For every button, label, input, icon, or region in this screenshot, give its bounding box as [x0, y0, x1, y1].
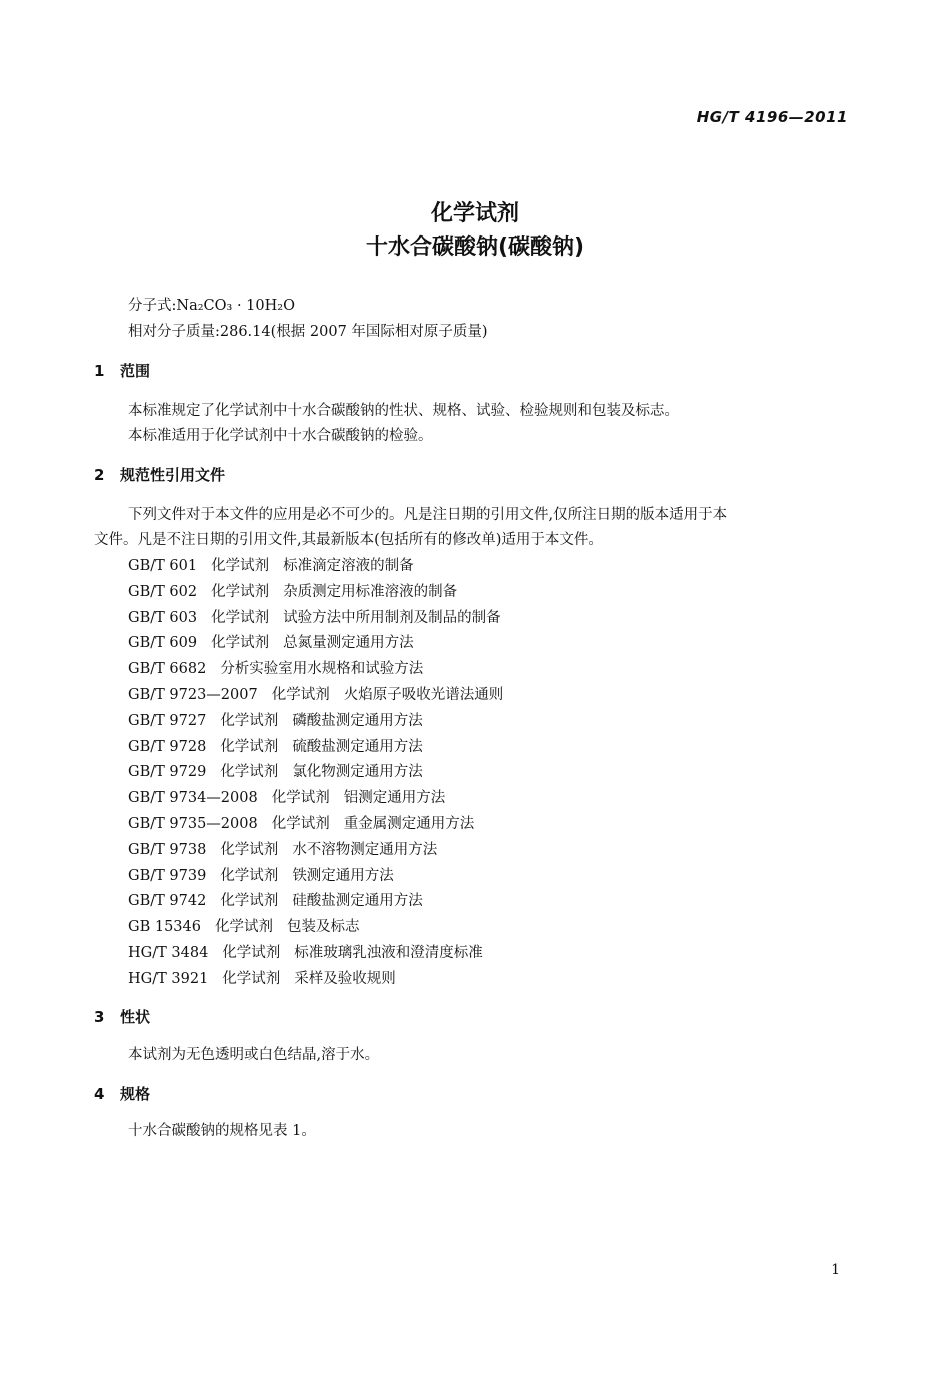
reference-title-part2: 标准滴定溶液的制备 [283, 558, 414, 574]
reference-code: GB/T 603 [128, 609, 198, 626]
section-number: 2 [94, 466, 105, 484]
reference-item [128, 762, 423, 782]
section-3-para: 本试剂为无色透明或白色结晶,溶于水。 [128, 1047, 380, 1063]
reference-item [128, 659, 437, 679]
reference-title-part1: 化学试剂 [222, 970, 281, 987]
reference-title-part2: 重金属测定通用方法 [343, 816, 475, 832]
reference-title-part2: 标准玻璃乳浊液和澄清度标准 [294, 945, 483, 961]
section-4-heading [94, 1083, 150, 1104]
reference-item [128, 891, 423, 911]
reference-code: GB/T 609 [128, 635, 198, 652]
reference-code: GB/T 9728 [128, 738, 207, 755]
reference-title-part1: 分析实验室用水规格和试验方法 [220, 661, 424, 678]
section-title: 性状 [120, 1008, 151, 1026]
reference-title-part1: 化学试剂 [271, 790, 330, 807]
reference-title-part1: 化学试剂 [220, 867, 279, 884]
reference-title-part1: 化学试剂 [211, 609, 270, 626]
section-2-heading [94, 464, 225, 485]
reference-title-part2: 包装及标志 [286, 919, 360, 936]
reference-title-part2: 硅酸盐测定通用方法 [292, 893, 423, 910]
doc-title-line1: 化学试剂 [430, 201, 519, 226]
reference-code: HG/T 3484 [128, 945, 209, 961]
reference-title-part1: 化学试剂 [271, 816, 330, 832]
reference-item [128, 608, 501, 628]
section-3-heading [94, 1006, 150, 1027]
reference-title-part2: 杂质测定用标准溶液的制备 [283, 583, 458, 600]
reference-item [128, 633, 414, 653]
section-1-para-2: 本标准适用于化学试剂中十水合碳酸钠的检验。 [128, 428, 433, 444]
section-title: 规范性引用文件 [120, 466, 226, 484]
reference-item [128, 814, 474, 834]
section-title: 规格 [120, 1085, 151, 1103]
section-number: 1 [94, 362, 105, 380]
reference-title-part2: 试验方法中所用制剂及制品的制备 [283, 609, 501, 626]
reference-code: GB/T 602 [128, 583, 198, 600]
section-2-para-line1: 下列文件对于本文件的应用是必不可少的。凡是注日期的引用文件,仅所注日期的版本适用于本 [128, 507, 728, 523]
reference-title-part2: 硫酸盐测定通用方法 [292, 738, 423, 755]
reference-title-part1: 化学试剂 [220, 764, 279, 781]
section-number: 3 [94, 1008, 105, 1026]
section-1-heading [94, 360, 150, 381]
molecular-mass: 相对分子质量:286.14(根据 2007 年国际相对原子质量) [128, 324, 488, 340]
reference-code: HG/T 3921 [128, 970, 209, 987]
section-4-para: 十水合碳酸钠的规格见表 1。 [128, 1123, 316, 1139]
reference-title-part2: 氯化物测定通用方法 [292, 764, 423, 781]
reference-title-part1: 化学试剂 [220, 893, 279, 910]
reference-code: GB/T 9739 [128, 867, 207, 884]
reference-item [128, 917, 359, 937]
standard-code: HG/T 4196—2011 [696, 108, 848, 126]
reference-code: GB/T 9735—2008 [128, 816, 258, 832]
reference-code: GB/T 9738 [128, 841, 207, 858]
reference-code: GB 15346 [128, 919, 201, 936]
reference-title-part2: 采样及验收规则 [294, 970, 396, 987]
reference-item [128, 556, 414, 576]
reference-title-part1: 化学试剂 [271, 687, 330, 703]
reference-title-part1: 化学试剂 [220, 738, 279, 755]
reference-code: GB/T 6682 [128, 661, 207, 678]
formula-value: Na₂CO₃ · 10H₂O [176, 298, 295, 314]
reference-title-part2: 总氮量测定通用方法 [283, 635, 414, 652]
reference-item [128, 582, 457, 602]
reference-item [128, 788, 445, 808]
reference-title-part2: 火焰原子吸收光谱法通则 [343, 687, 504, 703]
reference-code: GB/T 9729 [128, 764, 207, 781]
section-1-para-1: 本标准规定了化学试剂中十水合碳酸钠的性状、规格、试验、检验规则和包装及标志。 [128, 403, 679, 419]
formula-label: 分子式: [128, 298, 177, 314]
reference-item [128, 685, 503, 705]
reference-item [128, 943, 483, 963]
doc-title-line2: 十水合碳酸钠(碳酸钠) [365, 235, 585, 260]
reference-code: GB/T 9742 [128, 893, 207, 910]
page-number: 1 [831, 1262, 840, 1278]
reference-title-part1: 化学试剂 [222, 945, 281, 961]
reference-title-part1: 化学试剂 [211, 583, 270, 600]
section-2-para-line2: 文件。凡是不注日期的引用文件,其最新版本(包括所有的修改单)适用于本文件。 [94, 532, 603, 548]
section-number: 4 [94, 1085, 105, 1103]
reference-item [128, 840, 437, 860]
molecular-formula [128, 296, 295, 316]
reference-title-part1: 化学试剂 [214, 919, 273, 936]
reference-code: GB/T 9727 [128, 712, 207, 729]
reference-title-part2: 磷酸盐测定通用方法 [292, 712, 423, 729]
reference-title-part2: 水不溶物测定通用方法 [292, 841, 438, 858]
reference-title-part2: 铝测定通用方法 [343, 790, 446, 807]
reference-item [128, 737, 423, 757]
reference-item [128, 866, 394, 886]
reference-item [128, 711, 423, 731]
reference-code: GB/T 601 [128, 558, 198, 574]
reference-title-part1: 化学试剂 [211, 558, 270, 574]
section-title: 范围 [120, 362, 151, 380]
reference-title-part1: 化学试剂 [211, 635, 270, 652]
reference-code: GB/T 9723—2007 [128, 687, 258, 703]
reference-item [128, 969, 396, 989]
reference-title-part1: 化学试剂 [220, 712, 279, 729]
reference-code: GB/T 9734—2008 [128, 790, 258, 807]
reference-title-part2: 铁测定通用方法 [292, 867, 394, 884]
reference-title-part1: 化学试剂 [220, 841, 279, 858]
